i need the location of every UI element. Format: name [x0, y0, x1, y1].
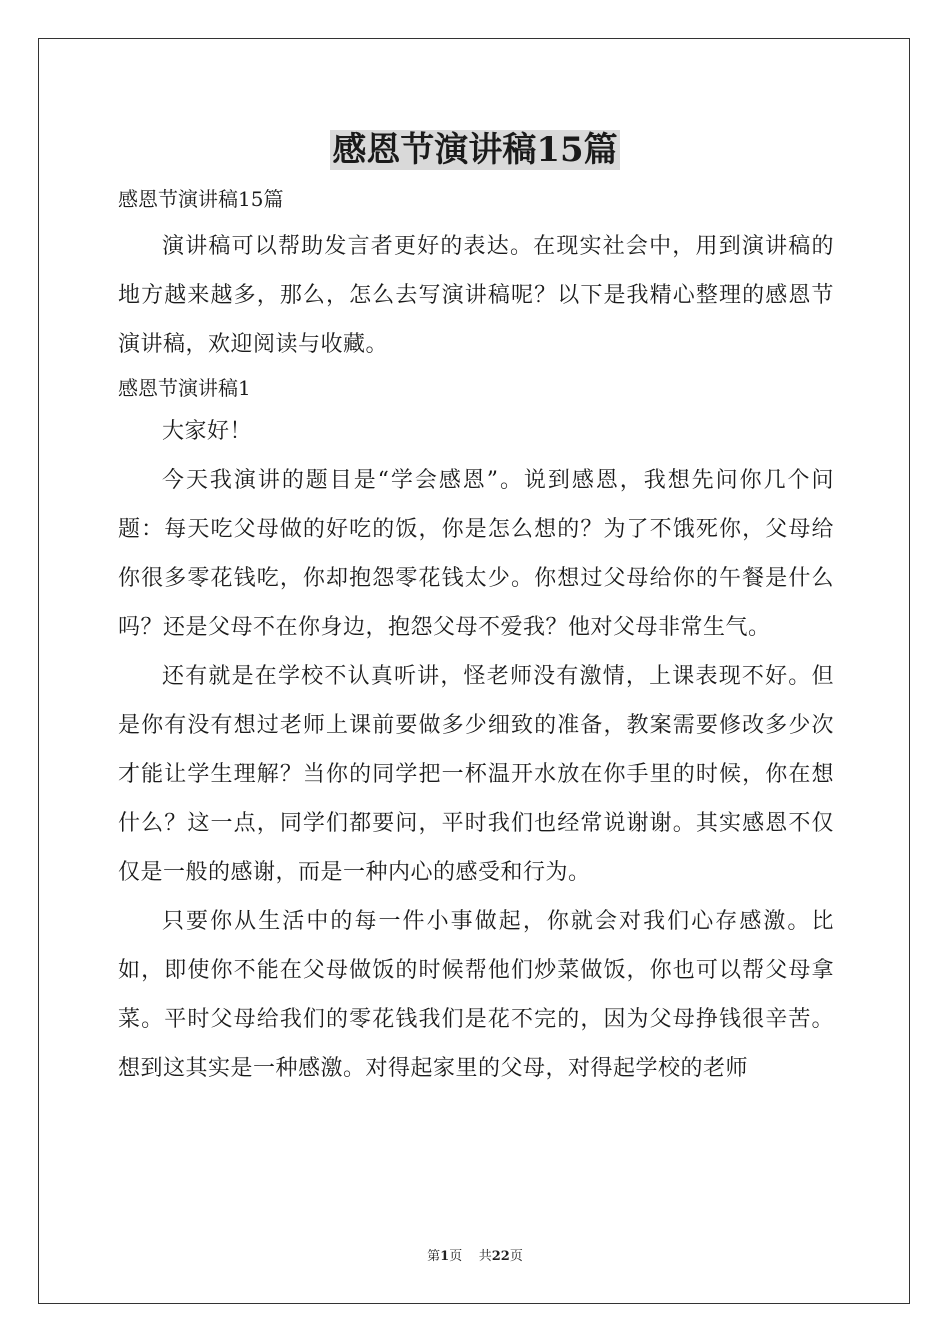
body-paragraph-2: 还有就是在学校不认真听讲，怪老师没有激情，上课表现不好。但是你有没有想过老师上课前要做多少细致的准备，教案需要修改多少次才能让学生理解？当你的同学把一杯温开水放在你手里的时候，你在想什么？这一点，同学们都要问，平时我们也经常说谢谢。其实感恩不仅仅是一般的感谢，而是一种内心的感受和行为。 [118, 664, 834, 885]
total-suffix: 页 [509, 1249, 523, 1264]
section-heading: 感恩节演讲稿1 [118, 376, 251, 400]
document-subtitle: 感恩节演讲稿15篇 [118, 187, 284, 211]
page-prefix: 第 [427, 1249, 441, 1264]
page-suffix: 页 [449, 1249, 463, 1264]
body-paragraph-3: 只要你从生活中的每一件小事做起，你就会对我们心存感激。比如，即使你不能在父母做饭的时候帮他们炒菜做饭，你也可以帮父母拿菜。平时父母给我们的零花钱我们是花不完的，因为父母挣钱很辛苦。想到这其实是一种感激。对得起家里的父母，对得起学校的老师 [118, 909, 834, 1081]
body-paragraph-1: 今天我演讲的题目是“学会感恩”。说到感恩，我想先问你几个问题：每天吃父母做的好吃的饭，你是怎么想的？为了不饿死你，父母给你很多零花钱吃，你却抱怨零花钱太少。你想过父母给你的午餐是什么吗？还是父母不在你身边，抱怨父母不爱我？他对父母非常生气。 [118, 468, 834, 640]
total-pages: 22 [491, 1249, 510, 1264]
document-title [0, 128, 950, 172]
page-number: 1 [440, 1249, 450, 1264]
page-footer [0, 1248, 950, 1266]
greeting-paragraph: 大家好！ [162, 419, 253, 444]
document-body [118, 180, 834, 1093]
intro-paragraph: 演讲稿可以帮助发言者更好的表达。在现实社会中，用到演讲稿的地方越来越多，那么，怎么去写演讲稿呢？以下是我精心整理的感恩节演讲稿，欢迎阅读与收藏。 [118, 234, 834, 357]
document-title-text: 感恩节演讲稿15篇 [332, 130, 618, 170]
total-prefix: 共 [478, 1249, 492, 1264]
